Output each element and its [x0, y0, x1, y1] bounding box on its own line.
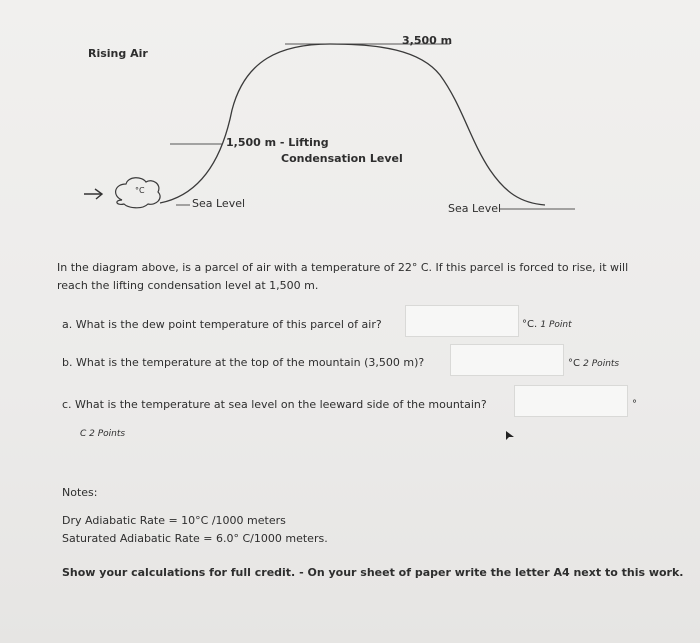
sea-level-right-label: Sea Level: [448, 202, 502, 215]
question-a-label: a. What is the dew point temperature of this parcel of air?: [62, 318, 382, 331]
question-a-unit-text: °C.: [522, 319, 538, 330]
mouse-cursor-icon: [505, 430, 515, 442]
instructions-text: Show your calculations for full credit. - On your sheet of paper write the letter A4 next to this work.: [62, 566, 684, 579]
mountain-diagram: [0, 0, 700, 240]
question-b-answer-input[interactable]: [450, 344, 564, 376]
lcl-label-line1: 1,500 m - Lifting: [226, 136, 329, 149]
parcel-temp-label: °C: [135, 186, 145, 195]
notes-heading: Notes:: [62, 486, 98, 499]
question-c-answer-input[interactable]: [514, 385, 628, 417]
question-a-unit: [522, 319, 572, 330]
question-b-label: b. What is the temperature at the top of the mountain (3,500 m)?: [62, 356, 425, 369]
question-b-points: 2 Points: [583, 359, 620, 369]
question-c-label: c. What is the temperature at sea level on the leeward side of the mountain?: [62, 398, 487, 411]
question-c-unit: °: [632, 399, 637, 410]
question-b-unit: [568, 358, 619, 369]
summit-elevation-label: 3,500 m: [402, 34, 453, 47]
mountain-profile: [160, 44, 545, 205]
question-c-points: C 2 Points: [80, 429, 126, 439]
lcl-label-line2: Condensation Level: [281, 152, 403, 165]
intro-text: In the diagram above, is a parcel of air with a temperature of 22° C. If this parcel is forced to rise, it will reach the lifting condensation level at 1,500 m.: [57, 261, 629, 292]
sea-level-left-label: Sea Level: [192, 197, 246, 210]
rising-air-label: Rising Air: [88, 47, 148, 60]
saturated-adiabatic-rate: Saturated Adiabatic Rate = 6.0° C/1000 meters.: [62, 532, 328, 545]
question-a-points: 1 Point: [540, 320, 572, 330]
dry-adiabatic-rate: Dry Adiabatic Rate = 10°C /1000 meters: [62, 514, 286, 527]
question-a-answer-input[interactable]: [405, 305, 519, 337]
question-b-unit-text: °C: [568, 358, 580, 369]
